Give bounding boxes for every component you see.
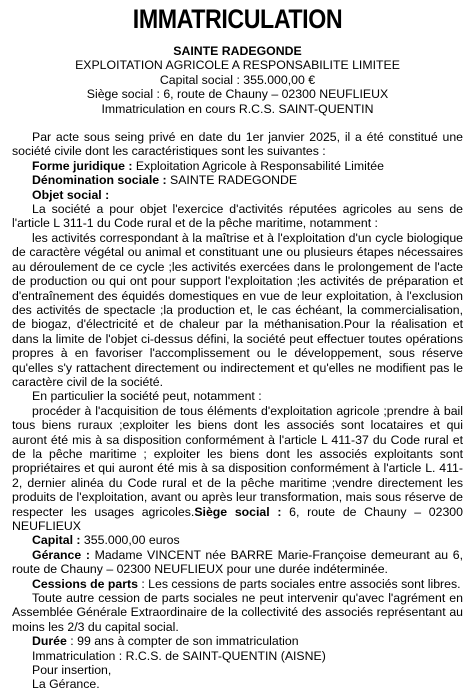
duree-line [12,634,463,648]
denomination-label: Dénomination sociale : [32,173,167,188]
company-form: EXPLOITATION AGRICOLE A RESPONSABILITE LIMITEE [75,58,400,73]
objet-label: Objet social : [32,187,110,202]
capital-value: 355.000,00 euros [80,533,180,548]
cessions-label: Cessions de parts [32,576,138,591]
objet-paragraph-2: les activités correspondant à la maîtrise et à l'exploitation d'un cycle biologique de caractère végétal ou animal et constituant une ou plusieurs étapes nécessaires au déroulement de ce cycle ;les activités exercées dans le prolongement de l'acte de production ou qui ont pour support l'exploitation ;les activités de préparation et d'entraînement des équidés domestiques en vue de leur exploitation, à l'exclusion des activités de spectacle ;la production et, le cas échéant, la commercialisation, de biogaz, d'électricité et de chaleur par la méthanisation.Pour la réalisation et dans la limite de l'objet ci-dessus défini, la société peut effectuer toutes opérations propres à en favoriser l'accomplissement ou le développement, sous réserve qu'elles s'y rattachent directement ou indirectement et qu'elles ne modifient pas le caractère civil de la société. [12,230,463,389]
immatriculation-line: Immatriculation : R.C.S. de SAINT-QUENTIN (AISNE) [32,648,326,663]
capital-line [12,533,463,547]
cessions-paragraph-2: Toute autre cession de parts sociales ne peut intervenir qu'avec l'agrément en Assemblée Générale Extraordinaire de la collectivité des associés représentant au moins les 2/3 du capital social. [12,591,463,634]
forme-value: Exploitation Agricole à Responsabilité Limitée [132,158,384,173]
objet-paragraph-1: La société a pour objet l'exercice d'activités réputées agricoles au sens de l'article L 311-1 du Code rural et de la pêche maritime, notamment : [12,202,463,231]
pour-insertion-line: Pour insertion, [32,663,112,678]
notice-body [12,130,463,692]
gerance-label: Gérance : [32,547,90,562]
cessions-value: : Les cessions de parts sociales entre associés sont libres. [137,576,461,591]
company-capital: Capital social : 355.000,00 € [159,72,316,87]
duree-label: Durée [32,634,67,649]
gerance-line [12,548,463,577]
objet-paragraph-4 [12,404,463,534]
objet-label-line [12,188,463,202]
forme-line [12,159,463,173]
siege-label: Siège social : [194,504,282,519]
cessions-line [12,577,463,591]
capital-label: Capital : [32,533,81,548]
gerance-value: Madame VINCENT née BARRE Marie-Françoise demeurant au 6, route de Chauny – 02300 NEUFLIEUX pour une durée indéterminée. [12,547,463,577]
legal-notice [0,2,473,692]
siege-value: 6, route de Chauny – 02300 NEUFLIEUX [12,504,463,533]
denomination-value: SAINTE RADEGONDE [166,173,298,188]
signature-line: La Gérance. [32,677,100,692]
objet-paragraph-3: En particulier la société peut, notamment : [32,389,262,404]
duree-value: : 99 ans à compter de son immatriculation [66,634,299,649]
company-name: SAINTE RADEGONDE [173,44,302,58]
objet-paragraph-4-text: procéder à l'acquisition de tous éléments d'exploitation agricole ;prendre à bail tous biens ruraux ;exploiter les biens dont les associés sont locataires et qui auront été mis à sa disposition conformément à l'article L 411-37 du Code rural et de la pêche maritime ; exploiter les biens dont les associés exploitants sont propriétaires et qui auront été mis à sa disposition conformément à l'article L. 411-2, dernier alinéa du Code rural et de la pêche maritime ;vendre directement les produits de l'exploitation, avant ou après leur transformation, mais sous réserve de respecter les usages agricoles. [12,403,463,519]
company-registration: Immatriculation en cours R.C.S. SAINT-QUENTIN [101,101,374,116]
company-header [12,44,463,116]
intro-paragraph: Par acte sous seing privé en date du 1er janvier 2025, il a été constitué une société civile dont les caractéristiques sont les suivantes : [12,130,463,159]
forme-label: Forme juridique : [32,158,133,173]
notice-title: IMMATRICULATION [132,4,343,34]
company-seat: Siège social : 6, route de Chauny – 02300 NEUFLIEUX [86,87,389,102]
denomination-line [12,173,463,187]
